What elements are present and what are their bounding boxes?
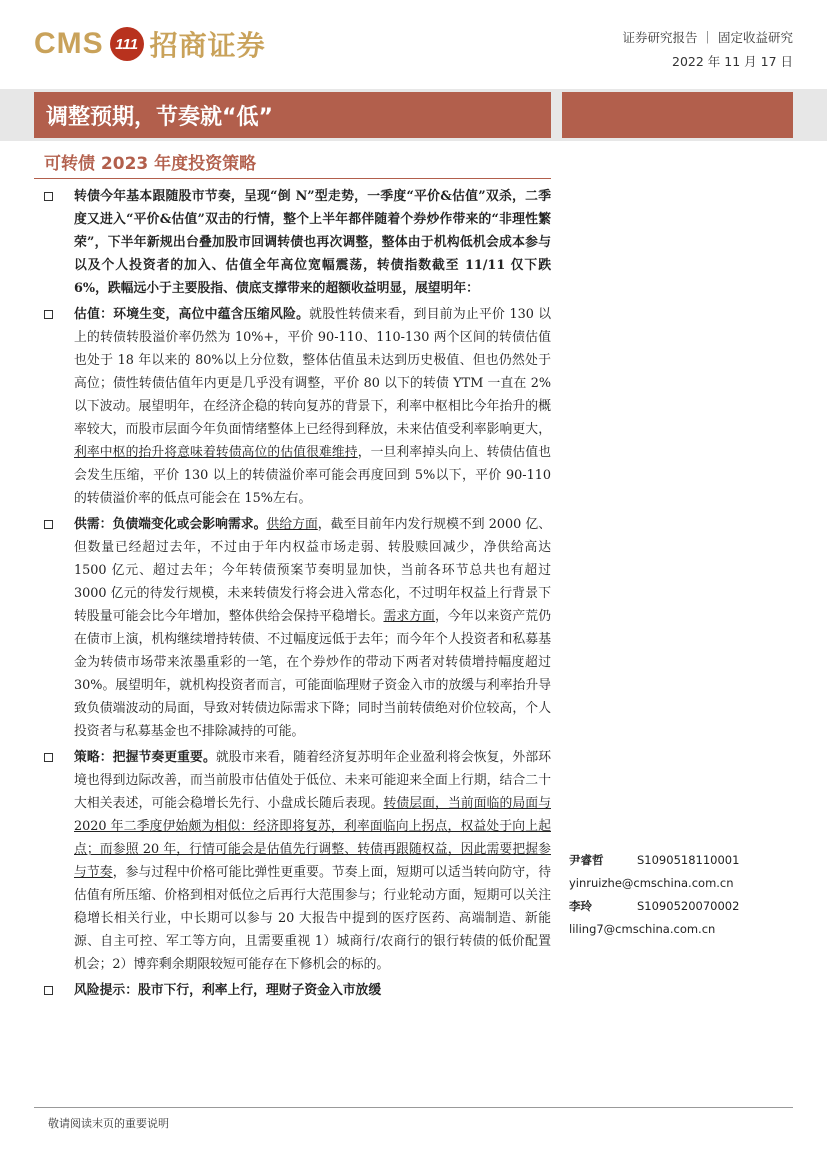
bullet-text: ，今年以来资产荒仍在债市上演，机构继续增持转债、不过幅度远低于去年；而今年个人投资者和私募基金为转债市场带来浓墨重彩的一笔，在个券炒作的带动下两者对转债增持幅度超过 30%。展望明年，就机构投资者而言，可能面临理财子资金入市的放缓与利率抬升导致负债端波动的局面，导致对转债边际需求下降；同时当前转债绝对价位较高，个人投资者与私募基金也不排除减持的可能。: [74, 609, 551, 739]
bullet-text: 利率中枢的抬升将意味着转债高位的估值很难维持: [74, 445, 358, 460]
page-subtitle: 可转债 2023 年度投资策略: [44, 154, 257, 174]
bullet-text: 转债今年基本跟随股市节奏，呈现“倒 N”型走势，一季度“平价&估值”双杀，二季度又进入“平价&估值”双击的行情，整个上半年都伴随着个券炒作带来的“非理性繁荣”，下半年新规出台叠加股市回调转债也再次调整，整体由于机构低机会成本参与以及个人投资者的加入、估值全年高位宽幅震荡，转债指数截至 11/11 仅下跌 6%，跌幅远小于主要股指、债底支撑带来的超额收益明显，展望明年：: [74, 189, 551, 296]
footer-divider: [34, 1107, 793, 1108]
footer-note: 敬请阅读末页的重要说明: [48, 1117, 169, 1130]
bullet-text: ，参与过程中价格可能比弹性更重要。节奏上面，短期可以适当转向防守，待估值有所压缩、价格到相对低位之后再行大范围参与；行业轮动方面，短期可以关注稳增长相关行业，中长期可以参与 20 大报告中提到的医疗医药、高端制造、新能源、自主可控、军工等方向，且需要重视 1）城商行/农商行的银行转债的低价配置机会；2）博弈剩余期限较短可能存在下修机会的标的。: [74, 865, 552, 972]
header-meta: [623, 26, 793, 74]
bullet-text: 需求方面: [383, 609, 436, 624]
subtitle-divider: [34, 178, 551, 179]
bullet-square-icon: [44, 753, 53, 762]
author-code: S1090520070002: [637, 899, 740, 913]
bullet-square-icon: [44, 310, 53, 319]
bullet-text: 供给方面: [266, 517, 318, 532]
logo-badge-icon: 111: [110, 27, 144, 61]
bullet-square-icon: [44, 192, 53, 201]
author-name: 尹睿哲: [569, 853, 604, 867]
summary-bullet: [44, 185, 551, 300]
summary-bullet: [44, 979, 551, 1002]
logo-text-en: CMS: [34, 27, 104, 60]
bullet-square-icon: [44, 520, 53, 529]
bullet-text: ，一旦利率掉头向上、转债估值也会发生压缩，平价 130 以上的转债溢价率可能会再度回到 5%以下，平价 90-110 的转债溢价率的低点可能会在 15%左右。: [74, 445, 552, 506]
bullet-lead: 供需：负债端变化或会影响需求。: [74, 517, 267, 532]
author-code: S1090518110001: [637, 853, 740, 867]
bullet-lead: 估值：环境生变，高位中蕴含压缩风险。: [74, 307, 310, 322]
bullet-square-icon: [44, 986, 53, 995]
author-row: [569, 849, 739, 872]
report-date: 2022 年 11 月 17 日: [672, 54, 793, 69]
company-logo: [34, 24, 266, 64]
author-row: [569, 895, 739, 918]
bullet-lead: 风险提示：股市下行，利率上行，理财子资金入市放缓: [74, 983, 382, 998]
bullet-text: 就股性转债来看，到目前为止平价 130 以上的转债转股溢价率仍然为 10%+，平价 90-110、110-130 两个区间的转债估值也处于 18 年以来的 80%以上分位数，整体估值虽未达到历史极值、但也仍然处于高位；债性转债估值年内更是几乎没有调整，平价 80 以下的转债 YTM 一直在 2%以下波动。展望明年，在经济企稳的转向复苏的背景下，利率中枢相比今年抬升的概率较大，而股市层面今年负面情绪整体上已经得到释放，未来估值受利率影响更大，: [74, 307, 552, 437]
summary-bullet: [44, 746, 551, 976]
author-name: 李玲: [569, 899, 592, 913]
bullet-text: 就股市来看，随着经济复苏明年企业盈利将会恢复，外部环境也得到边际改善，而当前股市估值处于低位、未来可能迎来全面上行期，结合二十大相关表述，可能会稳增长先行、小盘成长随后表现。: [74, 750, 552, 811]
report-type: 证券研究报告 ｜ 固定收益研究: [622, 30, 793, 45]
summary-body: [44, 185, 551, 1005]
bullet-lead: 策略：把握节奏更重要。: [74, 750, 216, 765]
side-title-bar: [562, 92, 793, 138]
summary-bullet: [44, 513, 551, 743]
author-email[interactable]: yinruizhe@cmschina.com.cn: [569, 876, 734, 890]
bullet-text: 转债层面，当前面临的局面与 2020 年二季度伊始颇为相似：经济即将复苏，利率面临向上拐点，权益处于向上起点；而参照 20 年，行情可能会是估值先行调整、转债再跟随权益，因此需要把握参与节奏: [74, 796, 551, 880]
title-bar: [34, 92, 551, 138]
author-email[interactable]: liling7@cmschina.com.cn: [569, 922, 716, 936]
summary-bullet: [44, 303, 551, 510]
author-block: [569, 849, 739, 941]
logo-text-cn: 招商证券: [149, 29, 266, 62]
bullet-text: ，截至目前年内发行规模不到 2000 亿、但数量已经超过去年，不过由于年内权益市场走弱、转股赎回减少，净供给高达 1500 亿元、超过去年；今年转债预案节奏明显加快，当前各环节总共也有超过 3000 亿元的待发行规模，未来转债发行将会进入常态化，不过明年权益上行背景下转股量可能会比今年增加，整体供给会保持平稳增长。: [74, 517, 552, 624]
page-title: 调整预期，节奏就“低”: [46, 105, 273, 130]
